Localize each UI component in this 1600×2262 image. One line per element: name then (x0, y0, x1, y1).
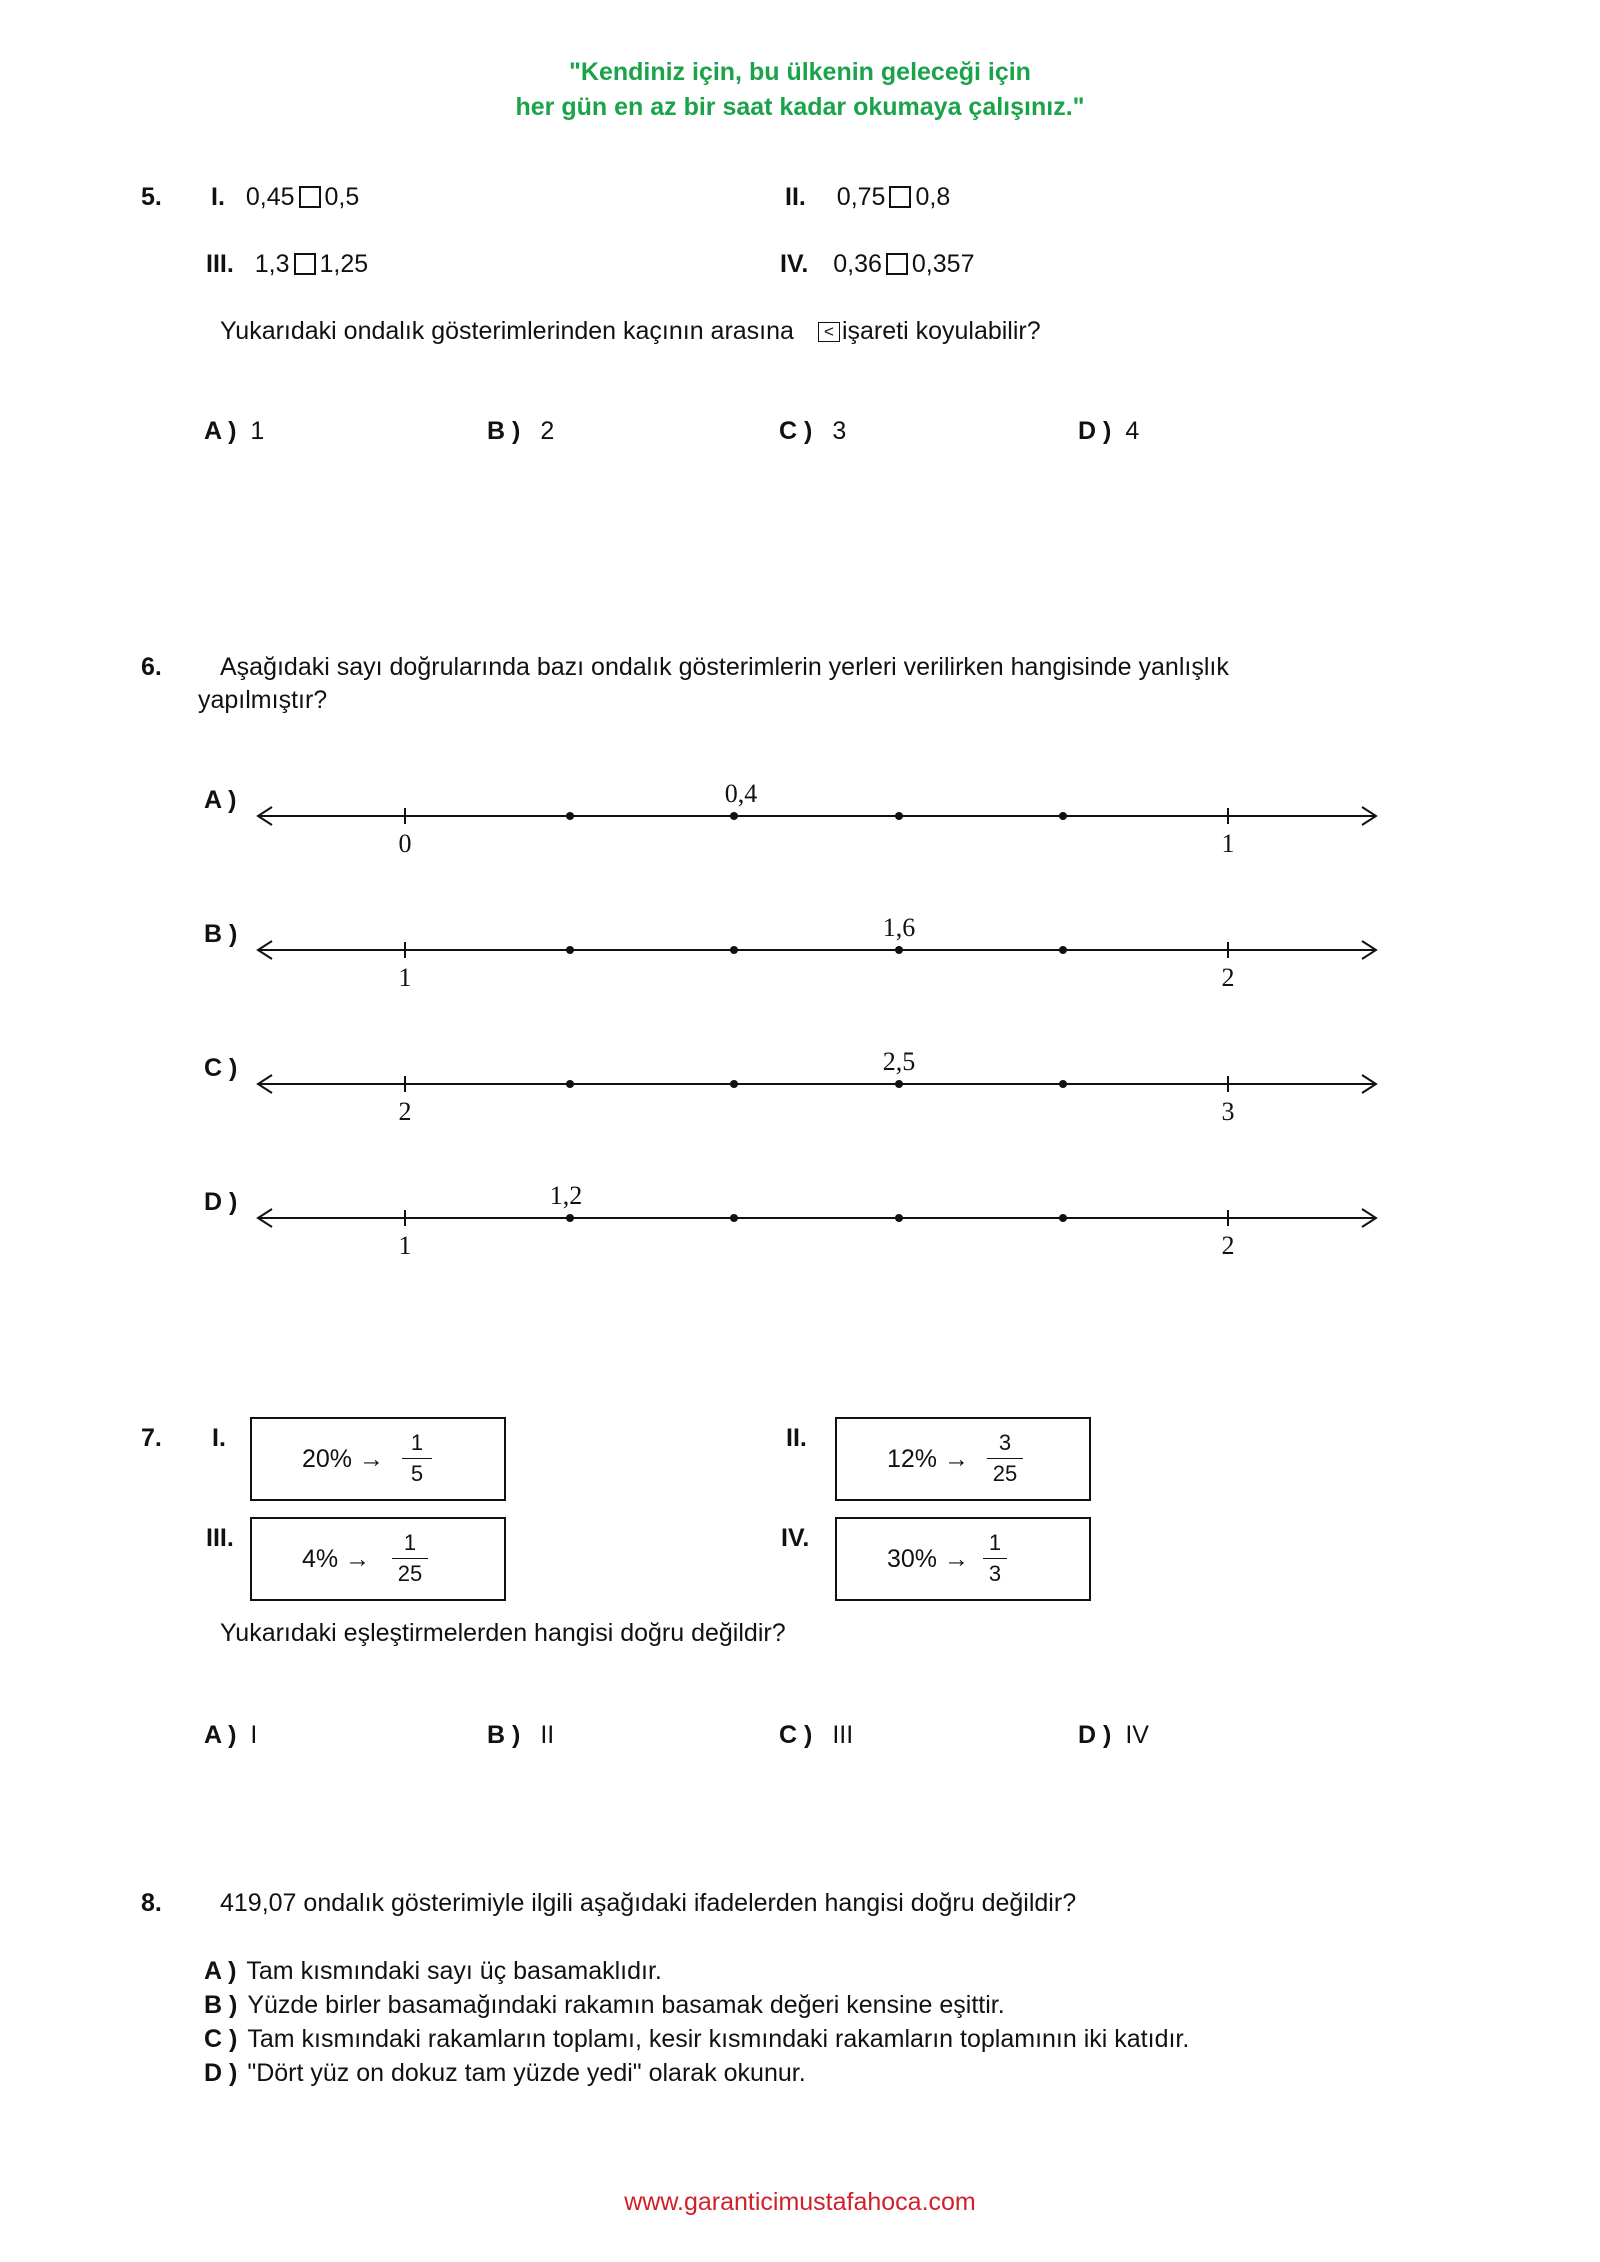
option-text: II (540, 1721, 555, 1749)
q7-item-4-box (835, 1517, 1091, 1601)
option-label: B ) (204, 1991, 238, 2019)
number-line-a (258, 779, 1376, 858)
question-7-number: 7. (141, 1424, 162, 1452)
option-text: 3 (832, 417, 847, 445)
q8-option-b[interactable] (204, 1991, 1005, 2020)
q5-item-4-left: 0,36 (833, 250, 882, 278)
fraction: 1 3 (983, 1529, 1007, 1588)
option-text: Tam kısmındaki sayı üç basamaklıdır. (246, 1957, 662, 1985)
tick-label-end: 1 (1221, 829, 1235, 858)
q7-question: Yukarıdaki eşleştirmelerden hangisi doğru değildir? (220, 1619, 786, 1647)
number-line-c (258, 1047, 1376, 1126)
q7-item-3-box (250, 1517, 506, 1601)
q5-item-3-roman: III. (206, 250, 234, 278)
option-label: A ) (204, 1721, 237, 1749)
option-label: A ) (204, 417, 237, 445)
percent-value: 4% → (302, 1545, 371, 1573)
option-label: C ) (204, 2025, 238, 2053)
percent-value: 20% → (302, 1445, 384, 1473)
right-arrow-icon: → (359, 1445, 384, 1473)
q6-option-b-label[interactable]: B ) (204, 920, 238, 948)
q7-option-b[interactable] (487, 1721, 554, 1750)
q5-item-3-left: 1,3 (254, 250, 290, 278)
number-line-b (258, 913, 1376, 992)
question-5-number: 5. (141, 183, 162, 211)
option-label: C ) (779, 1721, 813, 1749)
q8-question: 419,07 ondalık gösterimiyle ilgili aşağıdaki ifadelerden hangisi doğru değildir? (220, 1889, 1077, 1917)
q6-option-a-label[interactable]: A ) (204, 786, 237, 814)
question-8-number: 8. (141, 1889, 162, 1917)
q5-question-text-after: işareti koyulabilir? (841, 317, 1041, 345)
marked-value: 0,4 (724, 779, 758, 808)
q5-item-2-roman: II. (785, 183, 806, 211)
fraction: 1 5 (402, 1429, 432, 1488)
option-label: D ) (1078, 1721, 1112, 1749)
option-label: D ) (1078, 417, 1112, 445)
tick-label-start: 1 (398, 963, 412, 992)
marked-value: 1,2 (549, 1181, 583, 1210)
tick-label-start: 1 (398, 1231, 412, 1260)
q5-item-2-right: 0,8 (915, 183, 951, 211)
q7-item-1-box (250, 1417, 506, 1501)
q8-option-c[interactable] (204, 2025, 1189, 2054)
q7-item-2-roman: II. (786, 1424, 807, 1452)
option-text: Tam kısmındaki rakamların toplamı, kesir kısmındaki rakamların toplamının iki katıdır. (247, 2025, 1190, 2053)
q8-option-d[interactable] (204, 2059, 806, 2088)
q7-option-c[interactable] (779, 1721, 853, 1750)
question-6-number: 6. (141, 653, 162, 681)
percent-value: 30% → (887, 1545, 969, 1573)
option-label: C ) (779, 417, 813, 445)
fraction: 1 25 (392, 1529, 428, 1588)
motto-line-1: "Kendiniz için, bu ülkenin geleceği için (569, 58, 1031, 86)
footer-website-link[interactable]: www.garanticimustafahoca.com (624, 2188, 976, 2216)
less-than-symbol-box: < (818, 322, 840, 342)
option-text: IV (1125, 1721, 1149, 1749)
q8-option-a[interactable] (204, 1957, 662, 1986)
q5-item-3-right: 1,25 (319, 250, 369, 278)
option-text: Yüzde birler basamağındaki rakamın basamak değeri kensine eşittir. (247, 1991, 1005, 2019)
q5-item-1-roman: I. (211, 183, 225, 211)
tick-label-end: 3 (1221, 1097, 1235, 1126)
q6-option-c-label[interactable]: C ) (204, 1054, 238, 1082)
percent-value: 12% → (887, 1445, 969, 1473)
right-arrow-icon: → (944, 1445, 969, 1473)
option-text: I (250, 1721, 258, 1749)
q7-item-2-box (835, 1417, 1091, 1501)
q7-option-d[interactable] (1078, 1721, 1149, 1750)
q6-question-line-1: Aşağıdaki sayı doğrularında bazı ondalık gösterimlerin yerleri verilirken hangisinde yanlışlık (220, 653, 1229, 681)
q7-item-3-roman: III. (206, 1524, 234, 1552)
option-text: 2 (540, 417, 555, 445)
option-label: B ) (487, 417, 521, 445)
q7-item-1-roman: I. (212, 1424, 226, 1452)
option-text: "Dört yüz on dokuz tam yüzde yedi" olarak okunur. (247, 2059, 806, 2087)
marked-value: 2,5 (882, 1047, 916, 1076)
q5-item-1-left: 0,45 (245, 183, 295, 211)
option-text: III (832, 1721, 854, 1749)
q5-item-4-roman: IV. (780, 250, 809, 278)
option-text: 4 (1125, 417, 1140, 445)
option-label: B ) (487, 1721, 521, 1749)
tick-label-start: 0 (398, 829, 412, 858)
q7-item-4-roman: IV. (781, 1524, 810, 1552)
marked-value: 1,6 (882, 913, 916, 942)
tick-label-start: 2 (398, 1097, 412, 1126)
q6-question-line-2: yapılmıştır? (198, 686, 328, 714)
q5-question-text-before: Yukarıdaki ondalık gösterimlerinden kaçının arasına (220, 317, 794, 345)
q7-option-a[interactable] (204, 1721, 257, 1750)
q5-item-2-left: 0,75 (836, 183, 886, 211)
option-label: A ) (204, 1957, 237, 1985)
right-arrow-icon: → (944, 1545, 969, 1573)
tick-label-end: 2 (1221, 1231, 1235, 1260)
fraction: 3 25 (987, 1429, 1023, 1488)
option-text: 1 (250, 417, 265, 445)
motto-line-2: her gün en az bir saat kadar okumaya çalışınız." (515, 93, 1085, 121)
number-line-d (258, 1181, 1376, 1260)
tick-label-end: 2 (1221, 963, 1235, 992)
right-arrow-icon: → (345, 1545, 371, 1573)
option-label: D ) (204, 2059, 238, 2087)
q6-option-d-label[interactable]: D ) (204, 1188, 238, 1216)
q5-item-4-right: 0,357 (911, 250, 975, 278)
q5-item-1-right: 0,5 (324, 183, 360, 211)
